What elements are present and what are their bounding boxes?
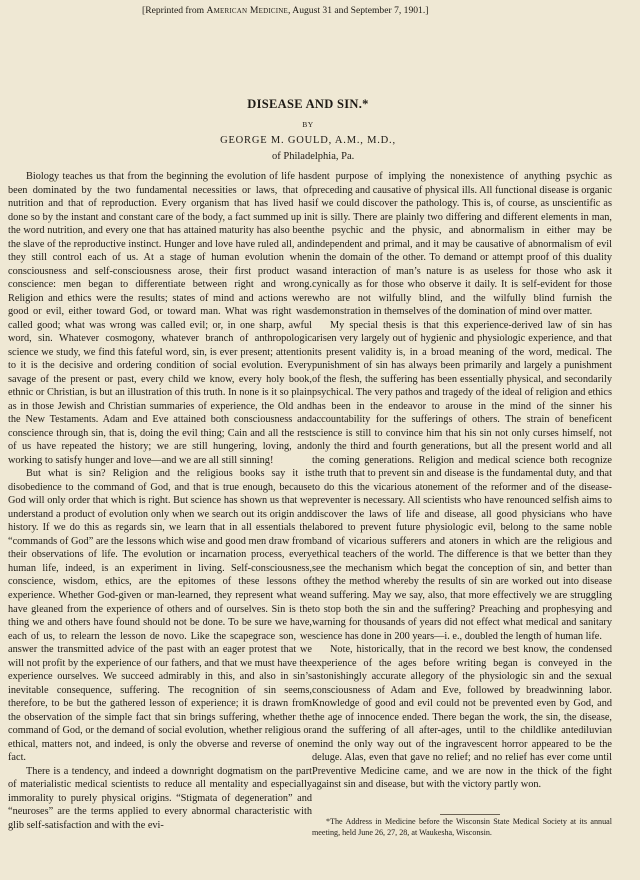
reprint-open: [Reprinted from [142,5,207,16]
paragraph-note-historically: Note, historically, that in the record we best know, the condensed experience of the ages before writing began is conveyed in the astonishingly accurate allegory of the physiologic sin and the sexual consciousness of Adam and Eve, followed by breadwinning labor. Knowledge of good and evil could not be prevented even by God, and the age of innocence ended. There began the work, the sin, the disease, and the suffering of all after-ages, until to the childlike antediluvian mind the only way out of the ingravescent horror appeared to be the deluge. Alas, even that gave no relief; and no relief has ever come until Preventive Medicine came, and we are now in the thick of the fight against sin and disease, but with the victory partly won. [312,644,612,791]
footnote-rule [440,814,500,815]
article-title: DISEASE AND SIN.* [247,97,369,111]
paragraph-tendency: There is a tendency, and indeed a downright dogmatism on the part of materialistic medical scientists to reduce all mentality and especially immorality to purely physical origins. “Stigmata of degeneration” and “neuroses” are the terms applied to every abnormal characteristic with glib self-satisfaction and with the evi- [8,765,312,831]
footnote [312,817,612,838]
byline: BY [302,120,314,129]
reprint-close: , August 31 and September 7, 1901.] [288,5,429,16]
paragraph-thesis: My special thesis is that this experience-derived law of sin has arisen very largely out of hygienic and physiologic experience, and that its present validity is, in a broad meaning of the word, medical. The punishment of sin has always been primarily and largely a punishment of the flesh, the suffering has been essentially physical, and secondarily psychical. The very pathos and tragedy of the ideal of religion and ethics has been in the endeavor to arouse in the mind of the sinner his accountability for the sufferings of others. The strain of beneficent science is still to convince him that his sin not only curses himself, not only the third and fourth generations, but all the present world and all the coming generations. Religion and medical science both recognize the truth that to prevent sin and disease is the fundamental duty, and that to do this the vicarious atonement of the reformer and of the disease-preventer is necessary. All scientists who have renounced selfish aims to discover the laws of life and disease, all good physicians who have labored to prevent future physiologic evil, belong to the same noble band of vicarious sufferers and atoners in which are the religious and ethical teachers of the world. The difference is that we better than they see the mechanism which begat the conception of sin, and better than they the method whereby the results of sin are worked out into disease and suffering. May we say, also, that more effectively we are struggling to stop both the sin and the suffering? Preaching and prophesying and warning for thousands of years did not effect what medical and sanitary science has done in 200 years—i. e., doubled the length of human life. [312,319,612,642]
reprint-journal: American Medicine [206,5,289,16]
footnote-text: *The Address in Medicine before the Wisconsin State Medical Society at its annual meeting, held June 26, 27, 28, at Waukesha, Wisconsin. [312,817,612,837]
author-name: GEORGE M. GOULD, A.M., M.D., [220,135,396,146]
right-column [312,170,612,792]
paragraph-continuation: dent purpose of implying the nonexistence of anything psychic as preceding and causative of physical ills. All functional disease is organic if we could discover the pathology. This is, of course, as unscientific as it is silly. There are plainly two differing and different elements in man, the psychic and the physic, and abnormalism in either may be independent and primal, and it may be causative of abnormalism of evil in the domain of the other. To demand or attempt proof of this duality and interaction of man’s nature is as useless for those who ask it cynically as for those who observe it daily. It is self-evident for those who are not wilfully blind, and the wilfully blind furnish the demonstration in themselves of the domination of mind over matter. [312,171,612,318]
author-affiliation: of Philadelphia, Pa. [272,151,355,162]
paragraph-biology: Biology teaches us that from the beginning the evolution of life has been dominated by the two fundamental necessities or laws, that of nutrition and that of reproduction. Every organism that has lived has done so by the instant and constant care of the body, a fact summed up in the word nutrition, and every one that has attained maturity has also been the slave of the reproductive instinct. Hunger and love have ruled all, and they still control each of us. At a stage of human evolution when consciousness and self-consciousness arose, their first product was conscience: men began to differentiate between right and wrong. Religion and ethics were the results; states of mind and actions were good or evil, either toward God, or toward man. What was right was called good; what was wrong was called evil; or, in one sharp, awful word, sin. Whatever cosmogony, whatever branch of anthropologic science we study, we find this fateful word, sin, is ever present; attention to it is the decisive and ordering condition of social evolution. Every savage of the present or past, every child we know, every holy book, ethnic or Christian, is but an illustration of this truth. In none is it so plain as in those Jewish and Christian summaries of experience, the Old and the New Testaments. Adam and Eve attained both consciousness and conscience through sin, that is, doing the evil thing; Cain and all the rest of us have repeated the history; we are still hungering, loving, and working to satisfy hunger and love—and we are all still sinning! [8,171,312,466]
reprint-notice [142,5,468,17]
paragraph-what-is-sin: But what is sin? Religion and the religious books say it is disobedience to the command of God, and that is true enough, because God will only order that which is right. But science has shown us that we understand a product of evolution only when we search out its origin and history. If we do this as regards sin, we learn that in all essentials the “commands of God” are the lessons which wise and good men draw from their observations of life. The evolution or incarnation process, every human life, indeed, is an experiment in living. Self-consciousness, conscience, wisdom, ethics, are the epitomes of these lessons of experience. Whether God-given or man-learned, they represent what we have gleaned from the experience of others and of ourselves. Sin is the thing we and others have found should not be done. To be sure we have, each of us, to relearn the lesson de novo. Like the scapegrace son, we answer the transmitted advice of the past with an eager protest that we will not profit by the experience of our fathers, and that we must have the experience ourselves. We succeed admirably in this, and also in sin’s inevitable consequence, suffering. The recognition of sin seems, therefore, to be but the gathered lesson of experience; it is drawn from the observation of the simple fact that sin brings suffering, whether the command of God, or the demand of social evolution, whether religious or ethical, matters not, and indeed, is only the obverse and reverse of one fact. [8,468,312,764]
left-column [8,170,312,832]
